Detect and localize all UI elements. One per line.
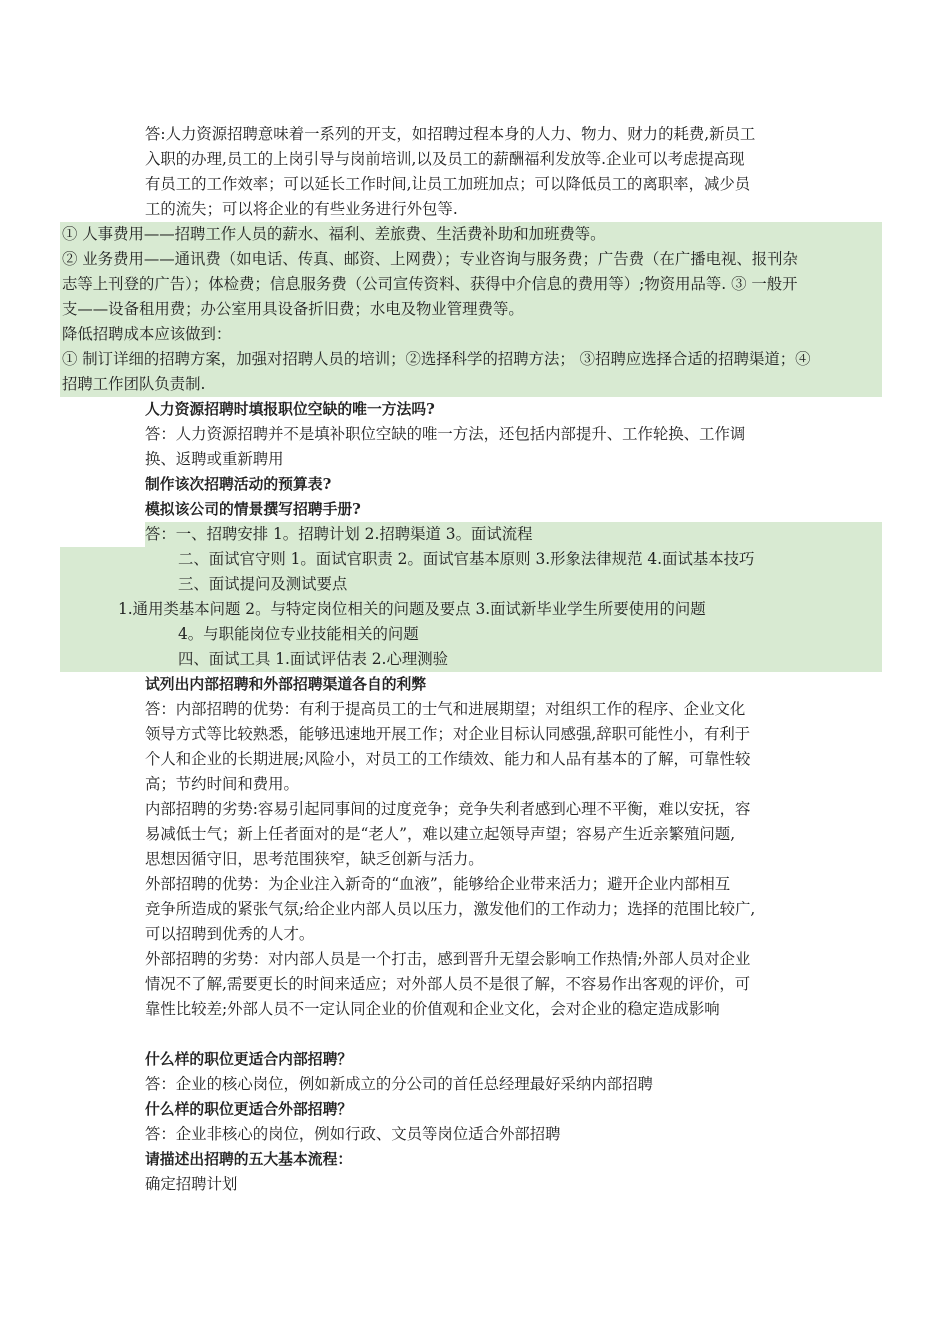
answer-line: 答：企业的核心岗位，例如新成立的分公司的首任总经理最好采纳内部招聘 <box>145 1075 653 1093</box>
handbook-outline-line: 1.通用类基本问题 2。与特定岗位相关的问题及要点 3.面试新毕业学生所要使用的问题 <box>118 600 706 618</box>
cost-reduction-heading: 降低招聘成本应该做到： <box>62 325 232 343</box>
answer-cost-line: 工的流失；可以将企业的有些业务进行外包等. <box>145 200 458 218</box>
cost-reduction-line: ① 制订详细的招聘方案，加强对招聘人员的培训；②选择科学的招聘方法； ③招聘应选择合适的招聘渠道；④ <box>62 350 811 368</box>
answer-cost-line: 有员工的工作效率；可以延长工作时间,让员工加班加点；可以降低员工的离职率，减少员 <box>145 175 751 193</box>
question-heading: 人力资源招聘时填报职位空缺的唯一方法吗? <box>145 401 435 418</box>
answer-line: 竞争所造成的紧张气氛;给企业内部人员以压力，激发他们的工作动力；选择的范围比较广, <box>145 900 756 918</box>
cost-item-line: ② 业务费用——通讯费（如电话、传真、邮资、上网费）；专业咨询与服务费；广告费（在广播电视、报刊杂 <box>62 250 798 268</box>
answer-line: 高；节约时间和费用。 <box>145 775 299 793</box>
answer-line: 答：企业非核心的岗位，例如行政、文员等岗位适合外部招聘 <box>145 1125 561 1143</box>
handbook-outline-line: 三、面试提问及测试要点 <box>178 575 348 593</box>
cost-item-line: 支——设备租用费；办公室用具设备折旧费；水电及物业管理费等。 <box>62 300 524 318</box>
question-heading: 试列出内部招聘和外部招聘渠道各自的利弊 <box>145 676 427 693</box>
answer-cost-line: 入职的办理,员工的上岗引导与岗前培训,以及员工的薪酬福利发放等.企业可以考虑提高现 <box>145 150 745 168</box>
answer-line: 换、返聘或重新聘用 <box>145 450 284 468</box>
answer-line: 答：内部招聘的优势：有利于提高员工的士气和进展期望；对组织工作的程序、企业文化 <box>145 700 746 718</box>
answer-line: 靠性比较差;外部人员不一定认同企业的价值观和企业文化，会对企业的稳定造成影响 <box>145 1000 720 1018</box>
answer-line: 可以招聘到优秀的人才。 <box>145 925 315 943</box>
answer-line: 外部招聘的优势：为企业注入新奇的“血液”，能够给企业带来活力；避开企业内部相互 <box>145 875 731 893</box>
handbook-outline-line: 四、面试工具 1.面试评估表 2.心理测验 <box>178 650 449 668</box>
question-heading: 请描述出招聘的五大基本流程： <box>145 1151 353 1168</box>
answer-cost-line: 答:人力资源招聘意味着一系列的开支，如招聘过程本身的人力、物力、财力的耗费,新员工 <box>145 125 756 143</box>
answer-line: 易减低士气；新上任者面对的是“老人”，难以建立起领导声望；容易产生近亲繁殖问题, <box>145 825 736 843</box>
handbook-outline-line: 二、面试官守则 1。面试官职责 2。面试官基本原则 3.形象法律规范 4.面试基本技巧 <box>178 550 755 568</box>
handbook-outline-line: 4。与职能岗位专业技能相关的问题 <box>178 625 419 643</box>
answer-line: 确定招聘计划 <box>145 1175 238 1193</box>
answer-line: 答：人力资源招聘并不是填补职位空缺的唯一方法，还包括内部提升、工作轮换、工作调 <box>145 425 746 443</box>
answer-line: 情况不了解,需要更长的时间来适应；对外部人员不是很了解，不容易作出客观的评价，可 <box>145 975 751 993</box>
question-heading: 什么样的职位更适合内部招聘？ <box>145 1051 353 1068</box>
answer-line: 个人和企业的长期进展;风险小，对员工的工作绩效、能力和人品有基本的了解，可靠性较 <box>145 750 751 768</box>
question-heading: 模拟该公司的情景撰写招聘手册? <box>145 501 361 518</box>
answer-line: 领导方式等比较熟悉，能够迅速地开展工作；对企业目标认同感强,辞职可能性小，有利于 <box>145 725 751 743</box>
question-heading: 制作该次招聘活动的预算表? <box>145 476 332 493</box>
question-heading: 什么样的职位更适合外部招聘？ <box>145 1101 353 1118</box>
cost-item-line: ① 人事费用——招聘工作人员的薪水、福利、差旅费、生活费补助和加班费等。 <box>62 225 606 243</box>
cost-item-line: 志等上刊登的广告）；体检费；信息服务费（公司宣传资料、获得中介信息的费用等）;物资用品等. ③ 一般开 <box>62 275 798 293</box>
cost-reduction-line: 招聘工作团队负责制. <box>62 375 206 393</box>
answer-line: 外部招聘的劣势：对内部人员是一个打击，感到晋升无望会影响工作热情;外部人员对企业 <box>145 950 751 968</box>
answer-line: 思想因循守旧，思考范围狭窄，缺乏创新与活力。 <box>145 850 484 868</box>
handbook-outline-line: 答：一、招聘安排 1。招聘计划 2.招聘渠道 3。面试流程 <box>145 525 533 543</box>
answer-line: 内部招聘的劣势:容易引起同事间的过度竞争；竞争失利者感到心理不平衡，难以安抚，容 <box>145 800 751 818</box>
